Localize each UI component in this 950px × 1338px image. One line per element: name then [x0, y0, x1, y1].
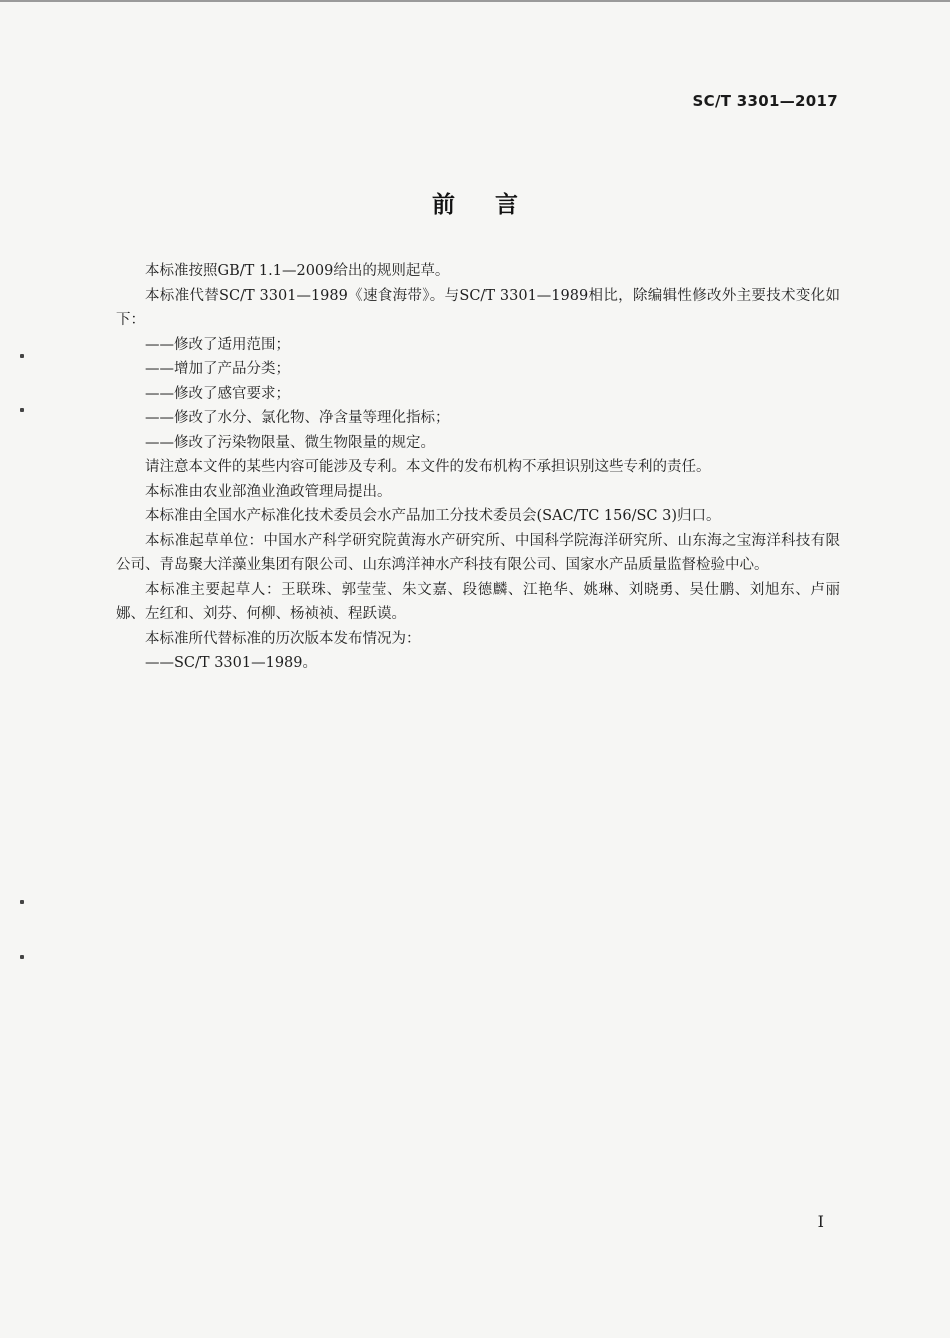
paragraph-drafting-units: 本标准起草单位：中国水产科学研究院黄海水产研究所、中国科学院海洋研究所、山东海之宝海洋科技有限公司、青岛聚大洋藻业集团有限公司、山东鸿洋神水产科技有限公司、国家水产品质量监督检验中心。: [116, 532, 840, 573]
paragraph-replacement: 本标准代替SC/T 3301—1989《速食海带》。与SC/T 3301—1989相比，除编辑性修改外主要技术变化如下：: [116, 287, 840, 328]
change-item: ——修改了感官要求；: [145, 385, 290, 402]
paragraph-previous-editions: 本标准所代替标准的历次版本发布情况为：: [145, 630, 421, 647]
change-item: ——增加了产品分类；: [145, 361, 290, 377]
paragraph-drafting-rule: 本标准按照GB/T 1.1—2009给出的规则起草。: [145, 263, 450, 279]
foreword-body: [116, 259, 840, 676]
paragraph-patent-notice: 请注意本文件的某些内容可能涉及专利。本文件的发布机构不承担识别这些专利的责任。: [145, 459, 711, 475]
scan-mark: [20, 408, 24, 412]
scan-mark: [20, 955, 24, 959]
scan-mark: [20, 354, 24, 358]
scan-mark: [20, 900, 24, 904]
page-number: I: [817, 1212, 824, 1231]
previous-edition-item: ——SC/T 3301—1989。: [145, 655, 317, 671]
change-item: ——修改了水分、氯化物、净含量等理化指标；: [145, 410, 450, 426]
paragraph-drafters: 本标准主要起草人：王联珠、郭莹莹、朱文嘉、段德麟、江艳华、姚琳、刘晓勇、吴仕鹏、刘旭东、卢丽娜、左红和、刘芬、何柳、杨祯祯、程跃谟。: [116, 581, 840, 622]
standard-code: SC/T 3301—2017: [692, 92, 838, 110]
paragraph-proposer: 本标准由农业部渔业渔政管理局提出。: [145, 483, 392, 500]
page-title: 前言: [432, 192, 558, 218]
paragraph-technical-committee: 本标准由全国水产标准化技术委员会水产品加工分技术委员会(SAC/TC 156/SC 3)归口。: [145, 508, 721, 524]
change-item: ——修改了污染物限量、微生物限量的规定。: [145, 434, 435, 451]
change-item: ——修改了适用范围；: [145, 336, 290, 353]
scan-top-edge: [0, 0, 950, 2]
